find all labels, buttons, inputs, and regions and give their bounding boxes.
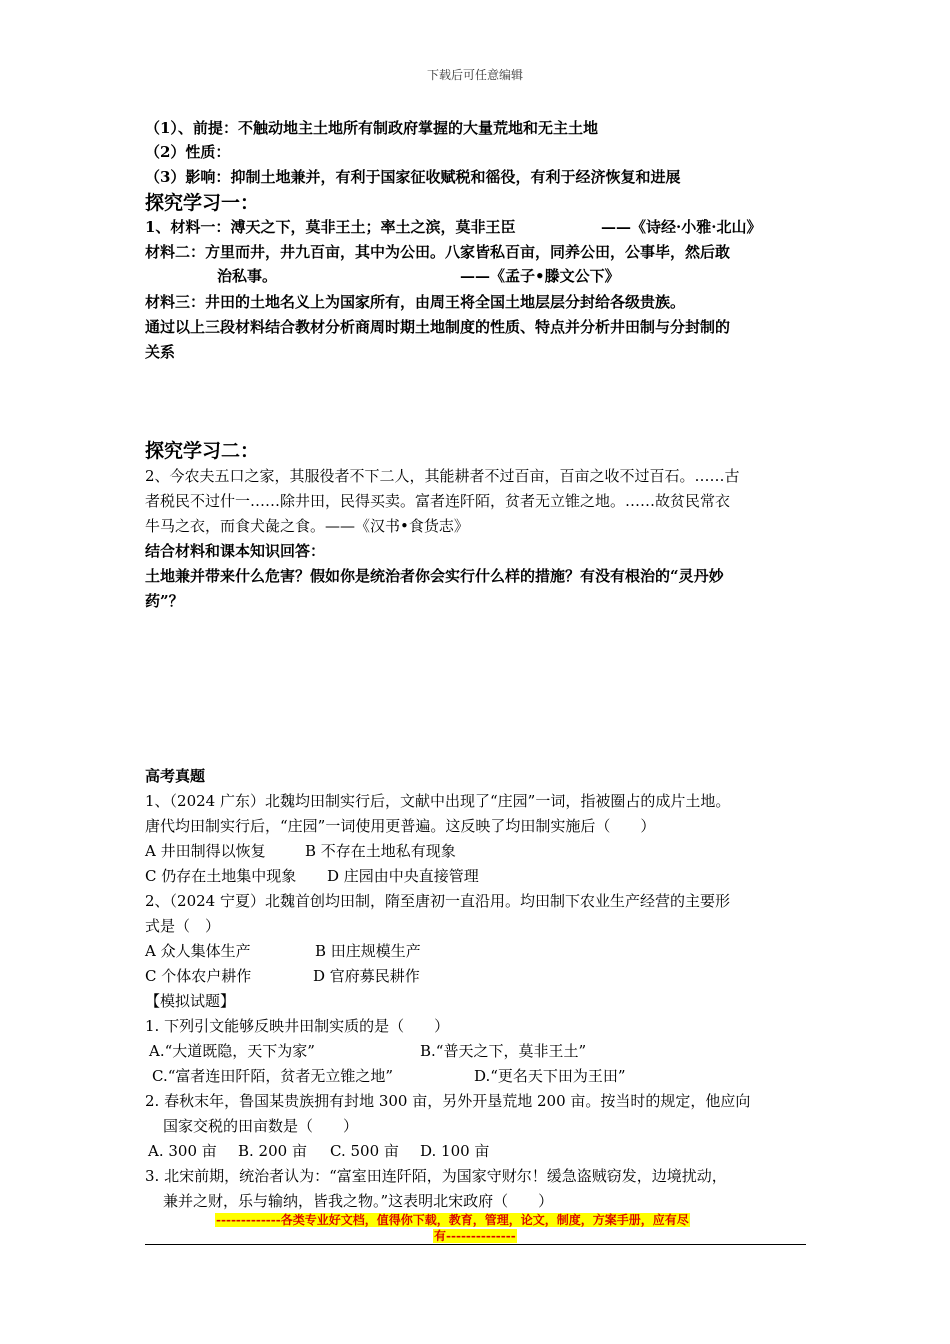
gaokao-q2-option-d: D 官府募民耕作 (313, 967, 420, 985)
mock-q2-option-a: A. 300 亩 (148, 1142, 217, 1160)
mock-title: 【模拟试题】 (145, 992, 236, 1010)
material2-line1: 材料二：方里而井，井九百亩，其中为公田。八家皆私百亩，同养公田，公事毕，然后敢 (145, 243, 731, 261)
explore2-passage-line1: 2、今农夫五口之家，其服役者不下二人，其能耕者不过百亩，百亩之收不过百石。……古 (145, 467, 740, 485)
footer-ad-line1 (215, 1212, 690, 1228)
gaokao-q1-option-c: C 仍存在土地集中现象 (145, 867, 297, 885)
gaokao-q1-option-d: D 庄园由中央直接管理 (327, 867, 479, 885)
explore1-title: 探究学习一： (145, 192, 260, 214)
page-header: 下载后可任意编辑 (426, 68, 523, 82)
mock-q1-option-b: B.“普天之下，莫非王土” (420, 1042, 587, 1060)
footer-divider (145, 1244, 806, 1245)
material2-source: ——《孟子•滕文公下》 (460, 267, 620, 285)
mock-q1-option-a: A.“大道既隐，天下为家” (149, 1042, 315, 1060)
mock-q2-option-c: C. 500 亩 (330, 1142, 399, 1160)
gaokao-q1-option-a: A 井田制得以恢复 (145, 842, 266, 860)
explore2-passage-line3: 牛马之衣，而食犬彘之食。——《汉书•食货志》 (145, 517, 469, 535)
material1-source: ——《诗经·小雅·北山》 (601, 218, 762, 236)
material3: 材料三：井田的土地名义上为国家所有，由周王将全国土地层层分封给各级贵族。 (145, 293, 686, 311)
footer-ad-text1: -------------各类专业好文档，值得你下载，教育，管理，论文，制度，方案手册，应有尽 (216, 1213, 689, 1227)
mock-q2-line2: 国家交税的田亩数是（ ） (163, 1117, 359, 1135)
gaokao-q1-line1: 1、（2024 广东）北魏均田制实行后，文献中出现了“庄园”一词，指被圈占的成片土地。 (145, 792, 731, 810)
mock-q1-option-c: C.“富者连田阡陌，贫者无立锥之地” (152, 1067, 394, 1085)
explore1-question-line2: 关系 (145, 343, 176, 361)
mock-q1-option-d: D.“更名天下田为王田” (474, 1067, 626, 1085)
mock-q3-line2: 兼并之财，乐与输纳，皆我之物。”这表明北宋政府（ ） (163, 1192, 554, 1210)
footer-ad-text2: 有-------------- (434, 1229, 516, 1243)
gaokao-q2-line1: 2、（2024 宁夏）北魏首创均田制，隋至唐初一直沿用。均田制下农业生产经营的主要形 (145, 892, 730, 910)
explore2-question-line2: 药”？ (145, 592, 184, 610)
impact-line: （3）影响：抑制土地兼并，有利于国家征收赋税和徭役，有利于经济恢复和进展 (145, 168, 681, 186)
gaokao-q2-line2: 式是（ ） (145, 917, 221, 935)
mock-q2-option-d: D. 100 亩 (420, 1142, 490, 1160)
mock-q3-line1: 3. 北宋前期，统治者认为：“富室田连阡陌，为国家守财尔！缓急盗贼窃发，边境扰动， (145, 1167, 727, 1185)
explore2-question-line1: 土地兼并带来什么危害？假如你是统治者你会实行什么样的措施？有没有根治的“灵丹妙 (145, 567, 724, 585)
mock-q2-line1: 2. 春秋末年，鲁国某贵族拥有封地 300 亩，另外开垦荒地 200 亩。按当时的规定，他应向 (145, 1092, 751, 1110)
mock-q2-option-b: B. 200 亩 (238, 1142, 307, 1160)
explore1-question-line1: 通过以上三段材料结合教材分析商周时期土地制度的性质、特点并分析井田制与分封制的 (145, 318, 731, 336)
mock-q1: 1. 下列引文能够反映井田制实质的是（ ） (145, 1017, 450, 1035)
gaokao-q2-option-c: C 个体农户耕作 (145, 967, 252, 985)
nature-line: （2）性质： (145, 143, 231, 161)
premise-line: （1）、前提：不触动地主土地所有制政府掌握的大量荒地和无主土地 (145, 119, 598, 137)
gaokao-q1-option-b: B 不存在土地私有现象 (305, 842, 456, 860)
material1-text: 1、材料一：溥天之下，莫非王土；率土之滨，莫非王臣 (145, 218, 516, 236)
explore2-passage-line2: 者税民不过什一……除井田，民得买卖。富者连阡陌，贫者无立锥之地。……故贫民常衣 (145, 492, 731, 510)
footer-ad-line2 (433, 1228, 517, 1244)
gaokao-q2-option-a: A 众人集体生产 (145, 942, 251, 960)
gaokao-q2-option-b: B 田庄规模生产 (315, 942, 421, 960)
gaokao-q1-line2: 唐代均田制实行后，“庄园”一词使用更普遍。这反映了均田制实施后（ ） (145, 817, 656, 835)
explore2-prompt: 结合材料和课本知识回答： (145, 542, 326, 560)
explore2-title: 探究学习二： (145, 440, 260, 462)
material2-line2: 治私事。 (217, 267, 278, 285)
gaokao-title: 高考真题 (145, 767, 206, 785)
